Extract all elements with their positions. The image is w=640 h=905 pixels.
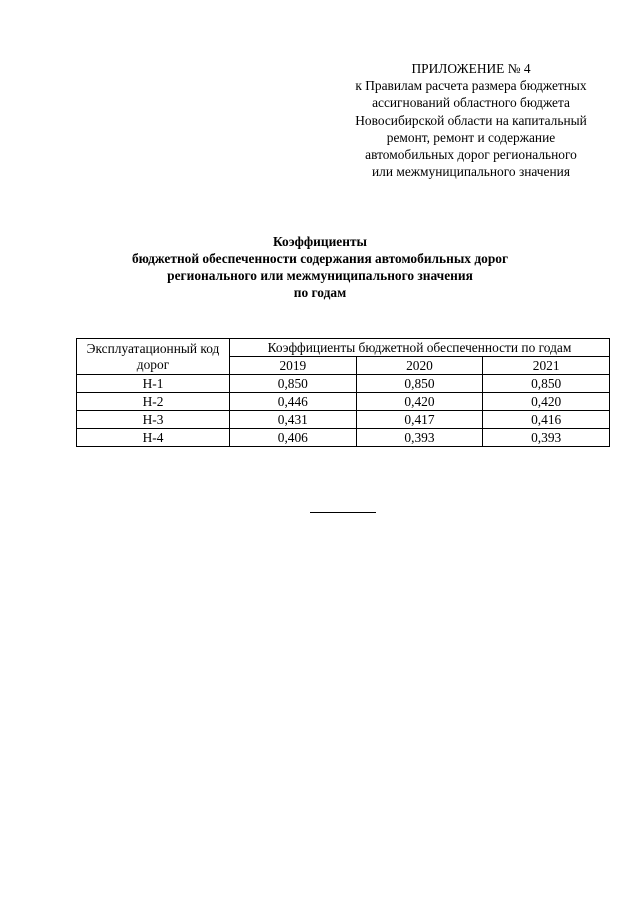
appendix-line: Новосибирской области на капитальный [355,112,587,128]
header-year: 2020 [356,357,483,375]
appendix-line: ассигнований областного бюджета [372,95,570,111]
coef-value: 0,417 [356,411,483,429]
table-header-row [77,339,610,357]
appendix-line: автомобильных дорог регионального [365,147,577,163]
title-line: регионального или межмуниципального значения [167,268,473,283]
closing-rule [310,512,376,513]
coef-value: 0,416 [483,411,610,429]
header-year: 2021 [483,357,610,375]
table-row [77,375,610,393]
table-row [77,393,610,411]
coef-value: 0,850 [356,375,483,393]
coef-value: 0,406 [230,429,357,447]
coef-value: 0,431 [230,411,357,429]
header-year: 2019 [230,357,357,375]
appendix-header [330,60,612,180]
coef-value: 0,420 [356,393,483,411]
coef-value: 0,420 [483,393,610,411]
document-title [0,233,640,301]
appendix-line: ПРИЛОЖЕНИЕ № 4 [411,61,531,76]
road-code: Н-2 [77,393,230,411]
appendix-line: к Правилам расчета размера бюджетных [355,78,587,94]
header-code: Эксплуатационный код дорог [77,339,230,375]
appendix-line: или межмуниципального значения [372,164,570,180]
header-group: Коэффициенты бюджетной обеспеченности по годам [230,339,610,357]
coefficients-table [76,338,610,447]
coef-value: 0,446 [230,393,357,411]
road-code: Н-3 [77,411,230,429]
road-code: Н-4 [77,429,230,447]
title-line: по годам [293,285,347,300]
coef-value: 0,393 [483,429,610,447]
table-row [77,429,610,447]
coef-value: 0,850 [230,375,357,393]
coef-value: 0,850 [483,375,610,393]
title-line: бюджетной обеспеченности содержания автомобильных дорог [131,251,509,266]
appendix-line: ремонт, ремонт и содержание [386,129,556,145]
table-row [77,411,610,429]
title-line: Коэффициенты [273,234,367,249]
coef-value: 0,393 [356,429,483,447]
road-code: Н-1 [77,375,230,393]
